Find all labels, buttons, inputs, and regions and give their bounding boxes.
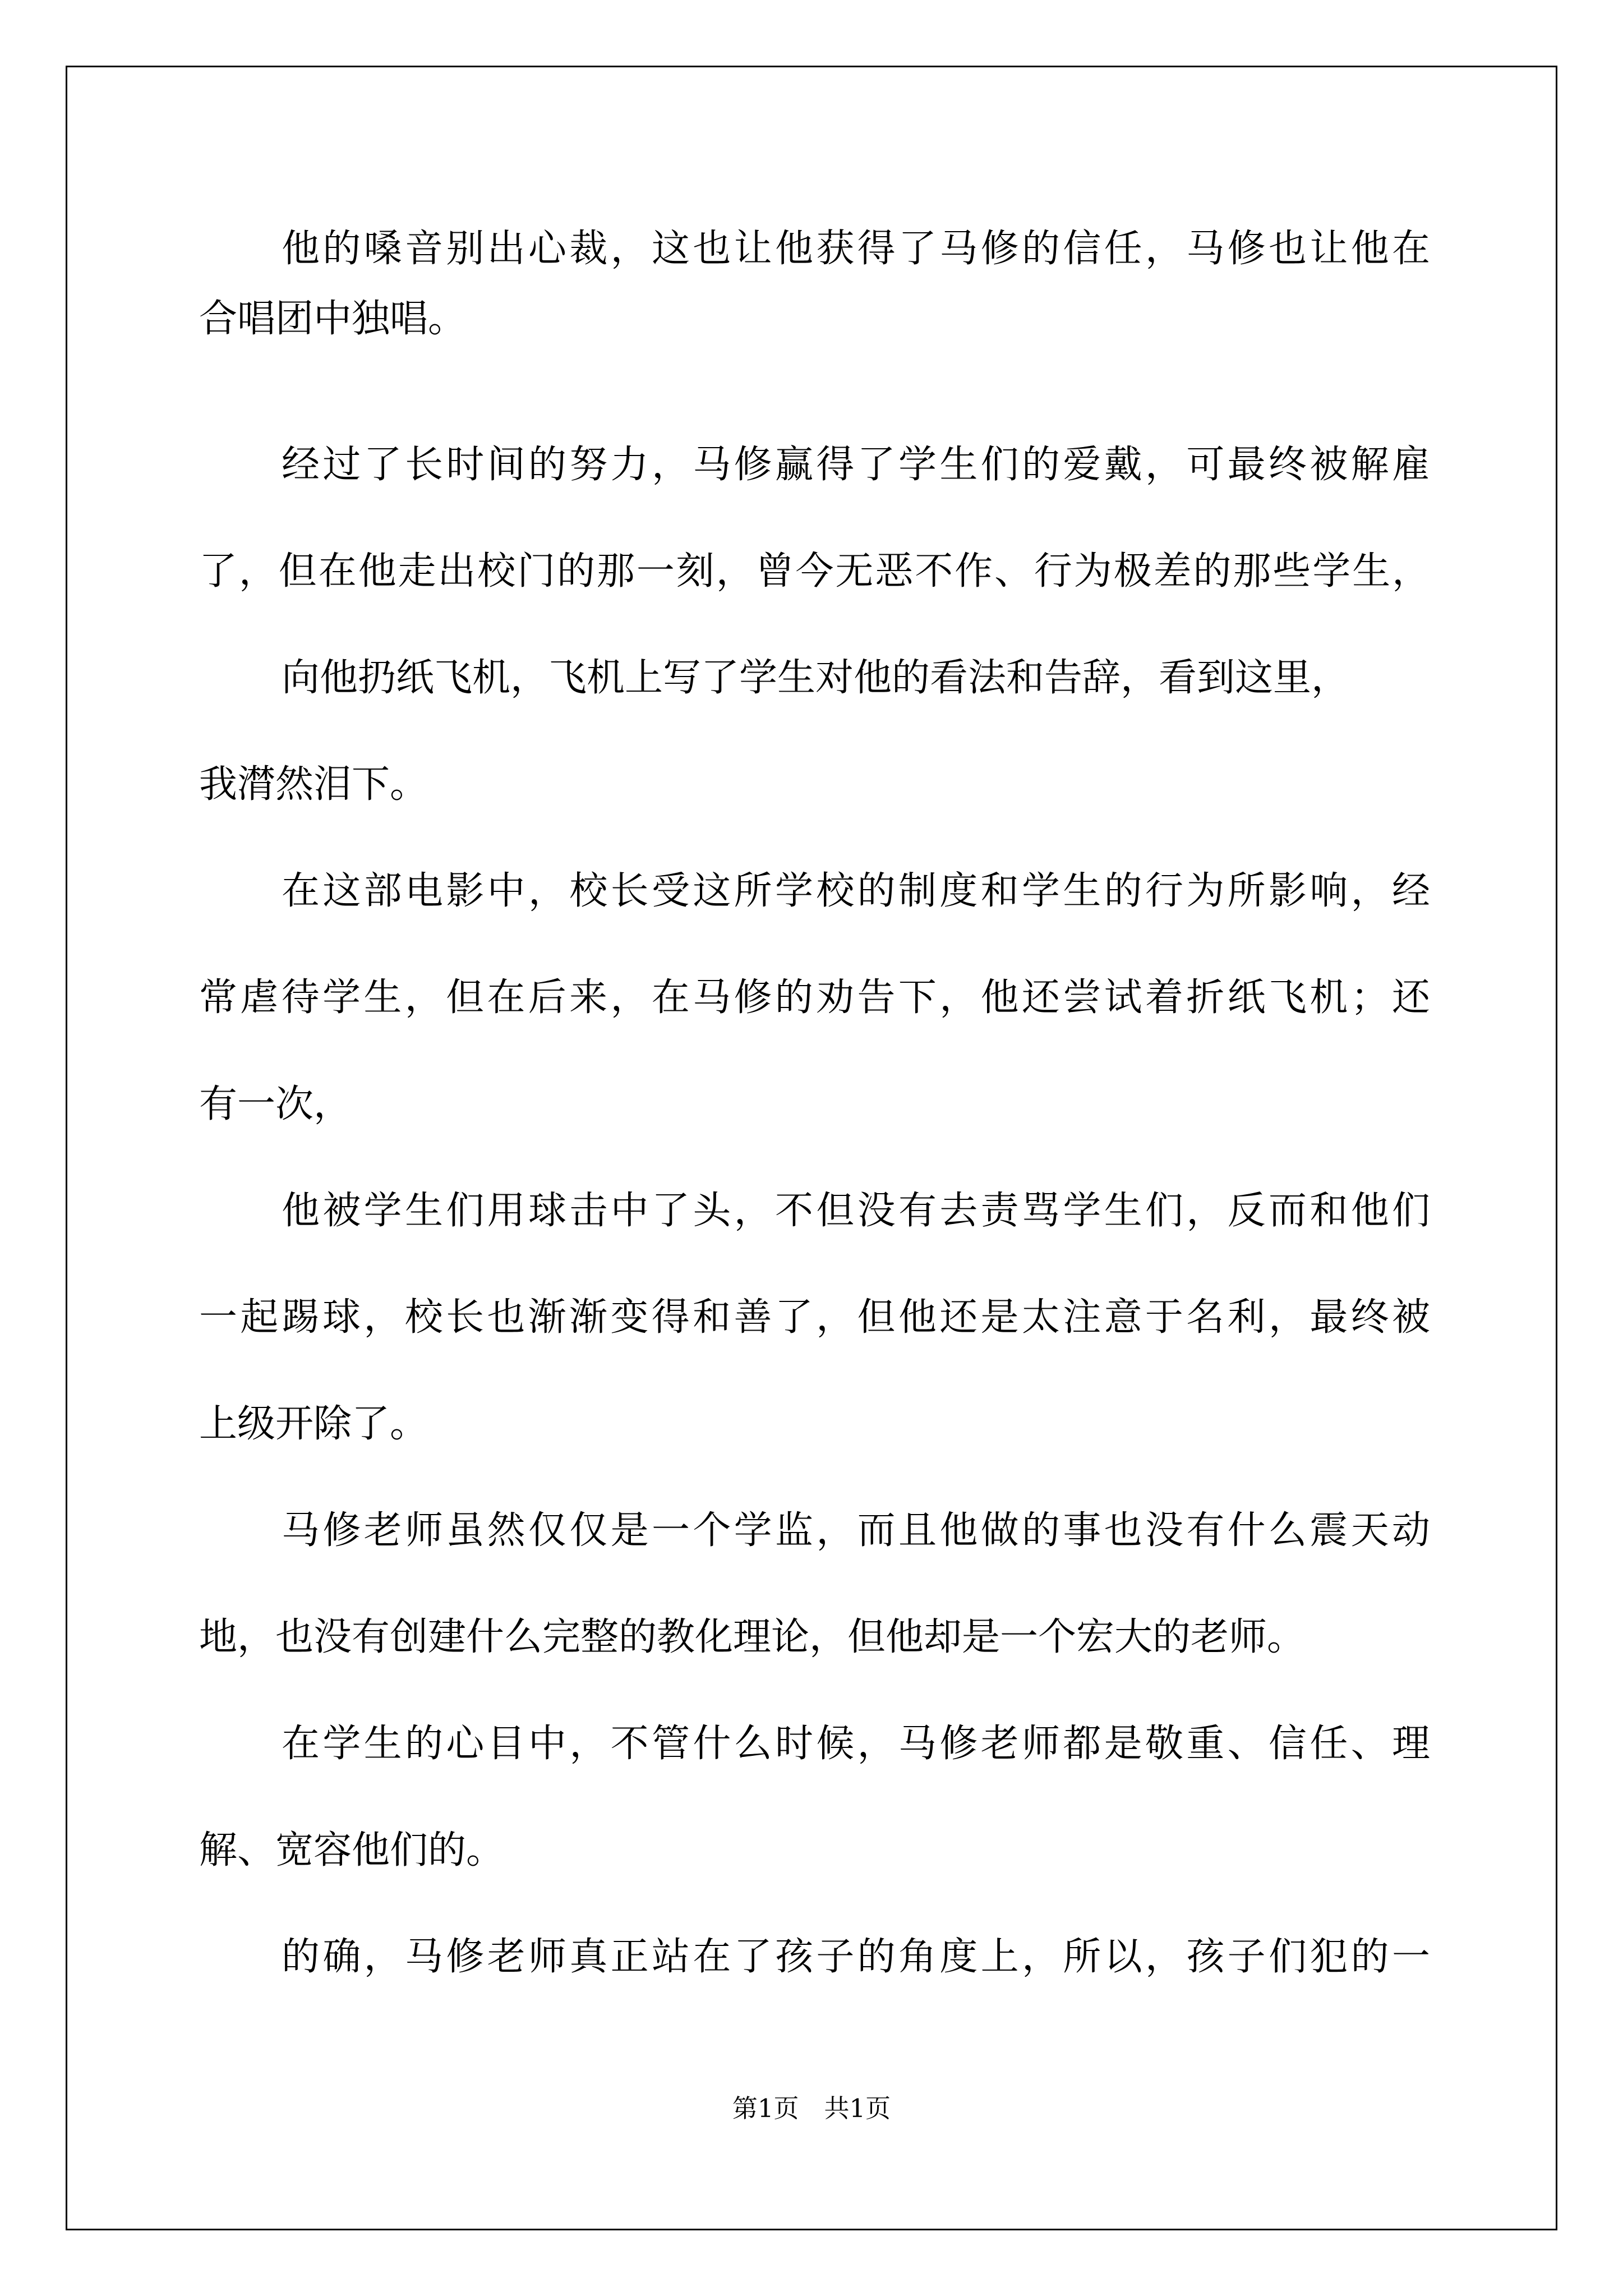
paragraph-line: 解、宽容他们的。 — [199, 1828, 505, 1872]
paragraph-line: 一起踢球，校长也渐渐变得和善了，但他还是太注意于名利，最终被 — [199, 1295, 1430, 1340]
paragraph-line: 在学生的心目中，不管什么时候，马修老师都是敬重、信任、理 — [282, 1722, 1430, 1766]
page-border — [66, 66, 1557, 2230]
paragraph-line: 向他扔纸飞机，飞机上写了学生对他的看法和告辞，看到这里， — [282, 656, 1350, 700]
paragraph-line: 地，也没有创建什么完整的教化理论，但他却是一个宏大的老师。 — [199, 1615, 1306, 1659]
paragraph-line: 经过了长时间的努力，马修赢得了学生们的爱戴，可最终被解雇 — [282, 443, 1430, 487]
paragraph-line: 有一次， — [199, 1082, 352, 1126]
paragraph-line: 上级开除了。 — [199, 1402, 428, 1446]
paragraph-line: 了，但在他走出校门的那一刻，曾今无恶不作、行为极差的那些学生， — [199, 549, 1430, 593]
paragraph-line: 合唱团中独唱。 — [199, 297, 467, 341]
paragraph-line: 马修老师虽然仅仅是一个学监，而且他做的事也没有什么震天动 — [282, 1508, 1430, 1553]
paragraph-line: 他的嗓音别出心裁，这也让他获得了马修的信任，马修也让他在 — [282, 227, 1430, 271]
paragraph-line: 我潸然泪下。 — [199, 762, 428, 807]
paragraph-line: 他被学生们用球击中了头，不但没有去责骂学生们，反而和他们 — [282, 1189, 1430, 1233]
paragraph-line: 在这部电影中，校长受这所学校的制度和学生的行为所影响，经 — [282, 869, 1430, 913]
paragraph-line: 的确，马修老师真正站在了孩子的角度上，所以，孩子们犯的一 — [282, 1935, 1430, 1979]
page-number-footer: 第1页 共1页 — [732, 2093, 891, 2123]
paragraph-line: 常虐待学生，但在后来，在马修的劝告下，他还尝试着折纸飞机；还 — [199, 976, 1430, 1020]
